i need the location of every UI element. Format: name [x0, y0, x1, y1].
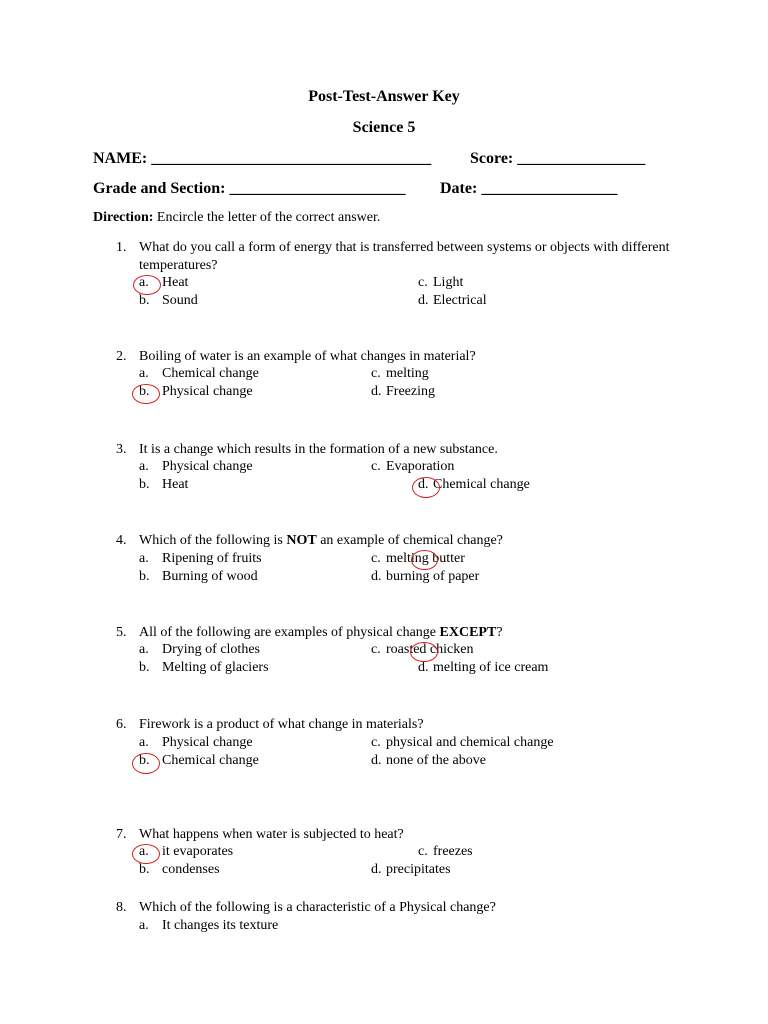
question-stem: It is a change which results in the formation of a new substance.	[139, 442, 498, 457]
direction-line	[93, 210, 380, 226]
stem-text: All of the following are examples of physical change	[139, 625, 440, 640]
score-blank: ________________	[517, 150, 646, 167]
option-text: melting butter	[386, 551, 465, 566]
option-text: condenses	[162, 862, 220, 877]
score-field	[470, 150, 645, 168]
option-letter: b.	[139, 384, 150, 399]
page-title: Post-Test-Answer Key	[308, 88, 460, 105]
question-number: 8.	[116, 900, 127, 915]
option-letter: a.	[139, 459, 149, 474]
option-letter: d.	[371, 384, 382, 399]
option-letter: a.	[139, 844, 149, 859]
stem-text: an example of chemical change?	[316, 533, 503, 548]
option-text: Drying of clothes	[162, 642, 260, 657]
question-stem: Firework is a product of what change in materials?	[139, 717, 424, 732]
option-letter: d.	[371, 569, 382, 584]
stem-emphasis: EXCEPT	[439, 625, 497, 640]
stem-emphasis: NOT	[286, 533, 317, 548]
option-text: roasted chicken	[386, 642, 474, 657]
question-stem: Which of the following is a characteristic of a Physical change?	[139, 900, 496, 915]
option-text: none of the above	[386, 753, 486, 768]
option-letter: d.	[418, 660, 429, 675]
question-number: 5.	[116, 625, 127, 640]
option-letter: c.	[371, 735, 381, 750]
option-text: Light	[433, 275, 464, 290]
option-text: physical and chemical change	[386, 735, 554, 750]
grade-blank: ______________________	[229, 180, 406, 197]
question-stem	[139, 532, 679, 550]
option-text: Chemical change	[162, 753, 259, 768]
option-text: it evaporates	[162, 844, 234, 859]
option-text: Melting of glaciers	[162, 660, 269, 675]
option-letter: d.	[418, 477, 429, 492]
date-label: Date:	[440, 180, 478, 197]
option-text: Physical change	[162, 384, 253, 399]
option-letter: a.	[139, 275, 149, 290]
option-letter: a.	[139, 918, 149, 933]
option-text: melting	[386, 366, 429, 381]
option-letter: a.	[139, 366, 149, 381]
option-letter: c.	[371, 459, 381, 474]
option-text: precipitates	[386, 862, 451, 877]
question-number: 7.	[116, 827, 127, 842]
option-letter: a.	[139, 551, 149, 566]
option-letter: b.	[139, 753, 150, 768]
question-number: 1.	[116, 240, 127, 255]
option-letter: b.	[139, 477, 150, 492]
option-text: melting of ice cream	[433, 660, 549, 675]
option-text: Electrical	[433, 293, 487, 308]
option-text: Chemical change	[162, 366, 259, 381]
option-letter: c.	[418, 844, 428, 859]
name-blank: ___________________________________	[151, 150, 432, 167]
subject-title: Science 5	[352, 119, 416, 136]
option-text: Ripening of fruits	[162, 551, 262, 566]
option-letter: b.	[139, 862, 150, 877]
question-number: 6.	[116, 717, 127, 732]
stem-text: ?	[496, 625, 503, 640]
direction-label: Direction:	[93, 210, 154, 225]
grade-section-field	[93, 180, 405, 198]
grade-label: Grade and Section:	[93, 180, 226, 197]
option-letter: c.	[418, 275, 428, 290]
date-field	[440, 180, 617, 198]
name-label: NAME:	[93, 150, 148, 167]
question-stem: What happens when water is subjected to heat?	[139, 827, 404, 842]
option-text: It changes its texture	[162, 918, 279, 933]
date-blank: _________________	[481, 180, 618, 197]
option-text: Burning of wood	[162, 569, 258, 584]
option-text: Heat	[162, 275, 189, 290]
option-letter: a.	[139, 735, 149, 750]
stem-text: Which of the following is	[139, 533, 287, 548]
option-text: Sound	[162, 293, 198, 308]
option-text: Chemical change	[433, 477, 530, 492]
option-text: Physical change	[162, 735, 253, 750]
option-text: burning of paper	[386, 569, 480, 584]
option-letter: d.	[418, 293, 429, 308]
option-text: Evaporation	[386, 459, 455, 474]
question-number: 4.	[116, 533, 127, 548]
option-text: Freezing	[386, 384, 435, 399]
option-text: Physical change	[162, 459, 253, 474]
question-number: 2.	[116, 349, 127, 364]
option-letter: d.	[371, 862, 382, 877]
option-letter: b.	[139, 569, 150, 584]
option-letter: a.	[139, 642, 149, 657]
option-text: freezes	[433, 844, 473, 859]
option-letter: d.	[371, 753, 382, 768]
question-stem: What do you call a form of energy that is transferred between systems or objects with different temperatures?	[139, 240, 670, 273]
option-letter: b.	[139, 293, 150, 308]
option-letter: c.	[371, 366, 381, 381]
name-field	[93, 150, 431, 168]
question-stem: Boiling of water is an example of what changes in material?	[139, 349, 476, 364]
option-text: Heat	[162, 477, 189, 492]
option-letter: c.	[371, 551, 381, 566]
direction-text: Encircle the letter of the correct answer.	[153, 210, 381, 225]
question-stem	[139, 624, 679, 642]
option-letter: c.	[371, 642, 381, 657]
option-letter: b.	[139, 660, 150, 675]
score-label: Score:	[470, 150, 514, 167]
question-number: 3.	[116, 442, 127, 457]
